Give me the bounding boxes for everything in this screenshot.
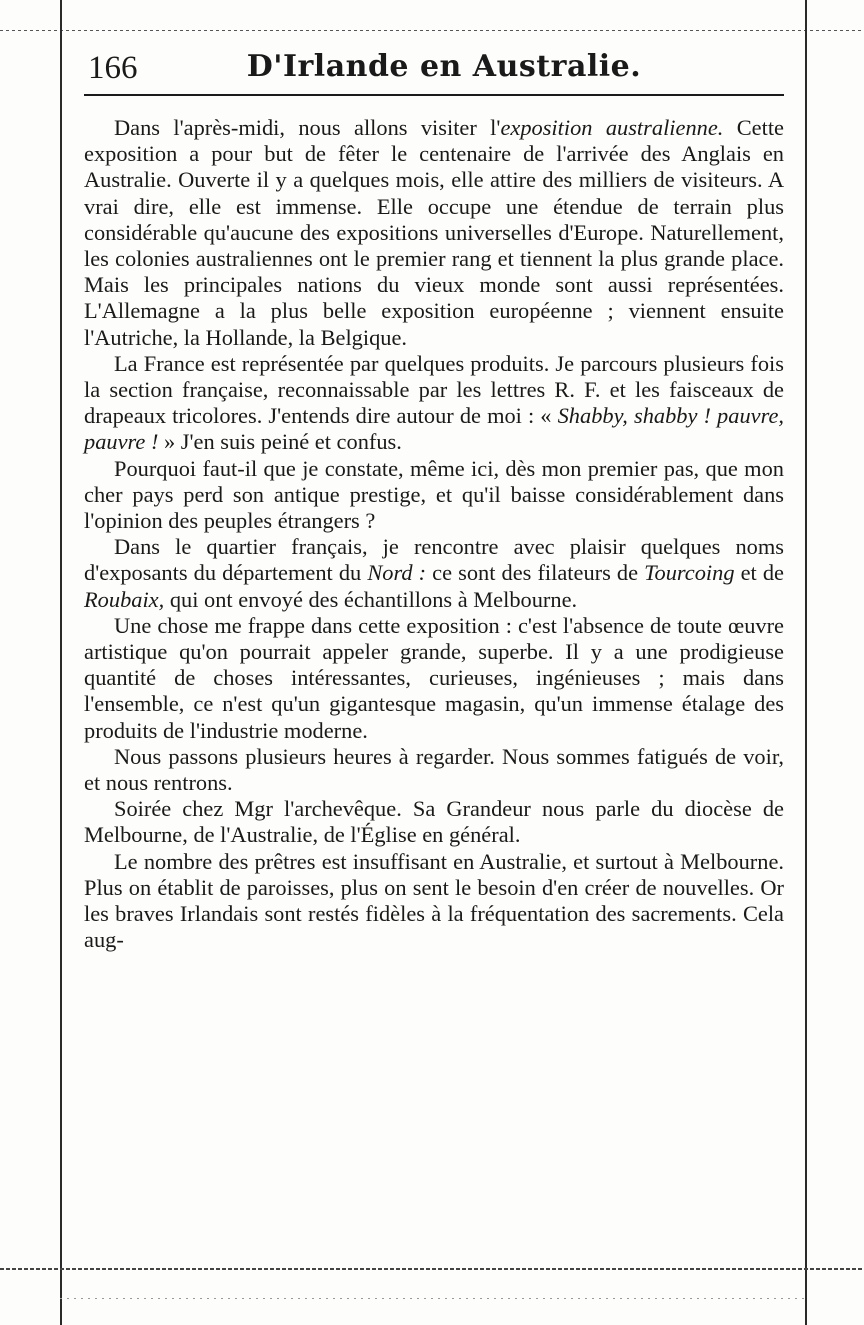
- italic-phrase: Nord :: [367, 560, 427, 586]
- book-page: [84, 40, 784, 954]
- body-text: [84, 115, 784, 954]
- paragraph: Dans le quartier français, je rencontre avec plaisir quelques noms d'exposants du département du Nord : ce sont des filateurs de Tourcoing et de Roubaix, qui ont envoyé des échantillons à Melbourne.: [84, 534, 784, 612]
- italic-phrase: Roubaix,: [84, 586, 165, 612]
- running-title: D'Irlande en Australie.: [246, 49, 642, 84]
- italic-phrase: Shabby, shabby ! pauvre, pauvre !: [84, 403, 785, 455]
- scan-border-top: [0, 30, 864, 31]
- paragraph: Nous passons plusieurs heures à regarder. Nous sommes fatigués de voir, et nous rentrons.: [84, 743, 784, 796]
- scan-border-bottom-faint: [60, 1298, 805, 1299]
- page-number: 166: [88, 50, 138, 86]
- scan-border-bottom: [0, 1268, 864, 1270]
- paragraph: Le nombre des prêtres est insuffisant en Australie, et surtout à Melbourne. Plus on établit de paroisses, plus on sent le besoin d'en créer de nouvelles. Or les braves Irlandais sont restés fidèles à la fréquentation des sacrements. Cela aug-: [84, 848, 784, 953]
- paragraph: Soirée chez Mgr l'archevêque. Sa Grandeur nous parle du diocèse de Melbourne, de l'Australie, de l'Église en général.: [84, 796, 784, 848]
- paragraph: Dans l'après-midi, nous allons visiter l'exposition australienne. Cette exposition a pour but de fêter le centenaire de l'arrivée des Anglais en Australie. Ouverte il y a quelques mois, elle attire des milliers de visiteurs. A vrai dire, elle est immense. Elle occupe une étendue de terrain plus considérable qu'aucune des expositions universelles d'Europe. Naturellement, les colonies australiennes ont le premier rang et tiennent la plus grande place. Mais les principales nations du vieux monde sont aussi représentées. L'Allemagne a la plus belle exposition européenne ; viennent ensuite l'Autriche, la Hollande, la Belgique.: [84, 115, 784, 350]
- paragraph: La France est représentée par quelques produits. Je parcours plusieurs fois la section française, reconnaissable par les lettres R. F. et les faisceaux de drapeaux tricolores. J'entends dire autour de moi : « Shabby, shabby ! pauvre, pauvre ! » J'en suis peiné et confus.: [84, 350, 785, 455]
- italic-phrase: Tourcoing: [644, 560, 735, 586]
- scan-border-left: [60, 0, 62, 1325]
- italic-phrase: exposition australienne.: [500, 115, 724, 140]
- scan-border-right: [805, 0, 807, 1325]
- paragraph: Une chose me frappe dans cette exposition : c'est l'absence de toute œuvre artistique qu'on pourrait appeler grande, superbe. Il y a une prodigieuse quantité de choses intéressantes, curieuses, ingénieuses ; mais dans l'ensemble, ce n'est qu'un gigantesque magasin, qu'un immense étalage des produits de l'industrie moderne.: [84, 612, 784, 743]
- paragraph: Pourquoi faut-il que je constate, même ici, dès mon premier pas, que mon cher pays perd son antique prestige, et qu'il baisse considérablement dans l'opinion des peuples étrangers ?: [84, 455, 784, 534]
- page-header: [84, 40, 784, 96]
